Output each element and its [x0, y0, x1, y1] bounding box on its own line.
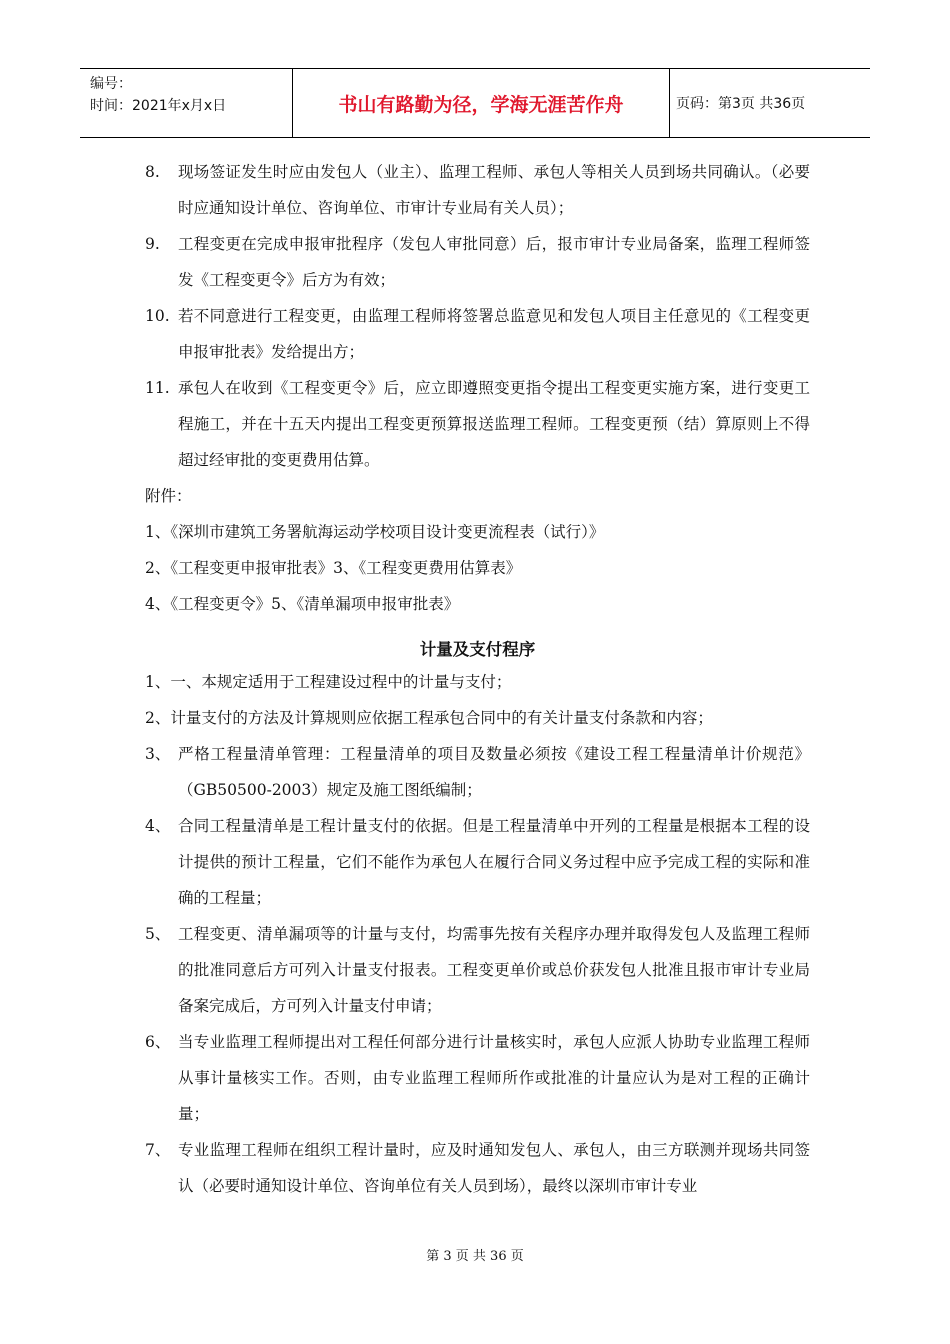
- list-item: [145, 736, 810, 808]
- list-item-text: 专业监理工程师在组织工程计量时，应及时通知发包人、承包人，由三方联测并现场共同签认（必要时通知设计单位、咨询单位有关人员到场），最终以深圳市审计专业: [178, 1141, 810, 1195]
- list-item: [145, 370, 810, 478]
- list-item-text: 严格工程量清单管理：工程量清单的项目及数量必须按《建设工程工程量清单计价规范》（GB50500-2003）规定及施工图纸编制；: [178, 745, 810, 799]
- list-item-number: 3、: [145, 745, 171, 763]
- list-item: [145, 154, 810, 226]
- list-item-text: 工程变更在完成申报审批程序（发包人审批同意）后，报市审计专业局备案，监理工程师签发《工程变更令》后方为有效；: [178, 235, 810, 289]
- page-header: [80, 68, 870, 138]
- attachment-line: 2、《工程变更申报审批表》3、《工程变更费用估算表》: [145, 559, 522, 577]
- section-line: 1、一、本规定适用于工程建设过程中的计量与支付；: [145, 673, 512, 691]
- document-number-label: 编号：: [90, 76, 132, 92]
- attachments-label: 附件：: [145, 487, 192, 505]
- list-item-number: 6、: [145, 1033, 171, 1051]
- list-item-number: 8.: [145, 163, 160, 181]
- list-item: [145, 298, 810, 370]
- document-time-label: 时间：2021年x月x日: [90, 98, 227, 114]
- list-item-number: 7、: [145, 1141, 171, 1159]
- header-meta: [80, 69, 293, 137]
- list-item-text: 合同工程量清单是工程计量支付的依据。但是工程量清单中开列的工程量是根据本工程的设计提供的预计工程量，它们不能作为承包人在履行合同义务过程中应予完成工程的实际和准确的工程量；: [178, 817, 810, 907]
- section-title: 计量及支付程序: [419, 640, 536, 659]
- list-item-number: 9.: [145, 235, 160, 253]
- list-item-text: 若不同意进行工程变更，由监理工程师将签署总监意见和发包人项目主任意见的《工程变更申报审批表》发给提出方；: [178, 307, 810, 361]
- attachment-line: 4、《工程变更令》5、《清单漏项申报审批表》: [145, 595, 460, 613]
- attachment-line: 1、《深圳市建筑工务署航海运动学校项目设计变更流程表（试行）》: [145, 523, 605, 541]
- list-item: [145, 916, 810, 1024]
- list-item: [145, 1024, 810, 1132]
- header-motto: 书山有路勤为径，学海无涯苦作舟: [293, 69, 670, 137]
- header-page-code: 页码：第3页 共36页: [676, 96, 806, 112]
- list-item-text: 当专业监理工程师提出对工程任何部分进行计量核实时，承包人应派人协助专业监理工程师从事计量核实工作。否则，由专业监理工程师所作或批准的计量应认为是对工程的正确计量；: [178, 1033, 810, 1123]
- list-item: [145, 808, 810, 916]
- list-item-number: 4、: [145, 817, 171, 835]
- list-item-text: 现场签证发生时应由发包人（业主）、监理工程师、承包人等相关人员到场共同确认。（必要时应通知设计单位、咨询单位、市审计专业局有关人员）；: [178, 163, 810, 217]
- list-item-number: 5、: [145, 925, 171, 943]
- list-item: [145, 1132, 810, 1204]
- page-footer: 第 3 页 共 36 页: [426, 1249, 524, 1264]
- list-item-number: 11.: [145, 379, 170, 397]
- list-item: [145, 226, 810, 298]
- section-line: 2、计量支付的方法及计算规则应依据工程承包合同中的有关计量支付条款和内容；: [145, 709, 713, 727]
- list-item-text: 工程变更、清单漏项等的计量与支付，均需事先按有关程序办理并取得发包人及监理工程师的批准同意后方可列入计量支付报表。工程变更单价或总价获发包人批准且报市审计专业局备案完成后，方可列入计量支付申请；: [178, 925, 810, 1015]
- list-item-text: 承包人在收到《工程变更令》后，应立即遵照变更指令提出工程变更实施方案，进行变更工程施工，并在十五天内提出工程变更预算报送监理工程师。工程变更预（结）算原则上不得超过经审批的变更费用估算。: [178, 379, 810, 469]
- document-body: [145, 154, 810, 1204]
- list-item-number: 10.: [145, 307, 170, 325]
